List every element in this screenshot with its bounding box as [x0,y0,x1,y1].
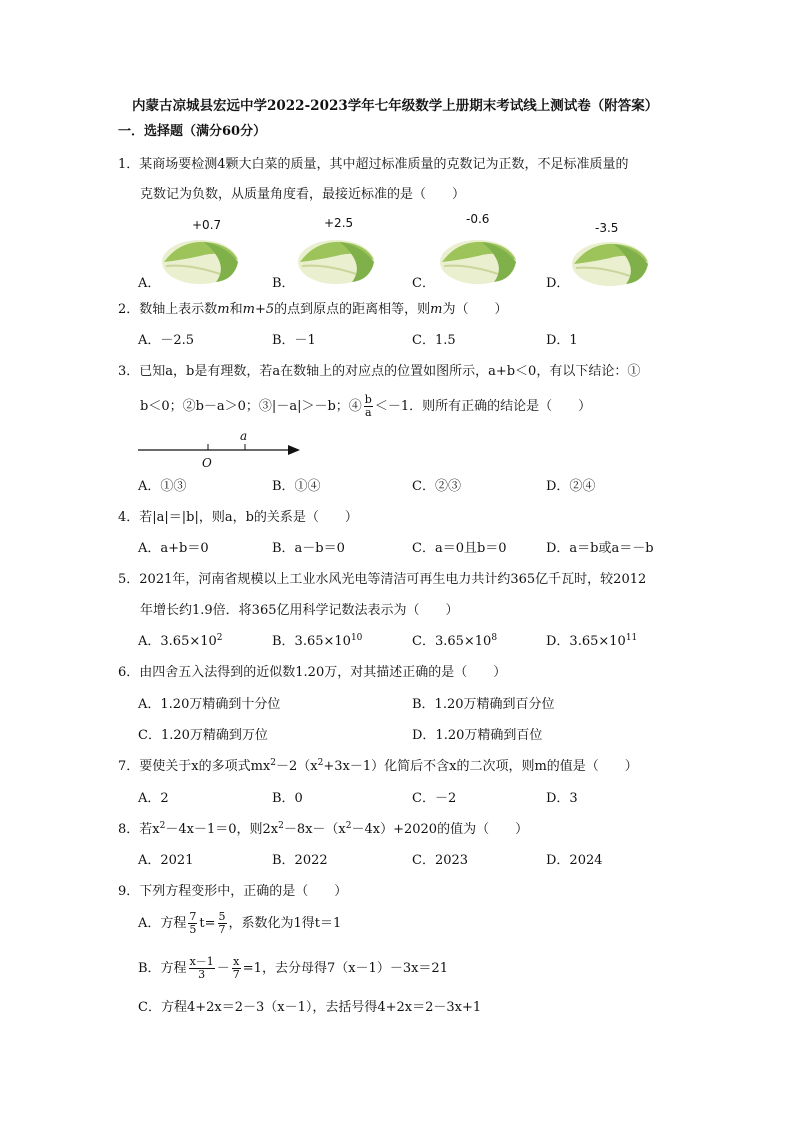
cabbage-image-a [160,234,240,286]
q3-option-a[interactable]: A．①③ [138,479,187,494]
q6-option-a[interactable]: A．1.20万精确到十分位 [138,697,281,712]
q7-stem: 7．要使关于x的多项式$mx^2-2(x^2+3x-1)$化简后不含x的二次项，则m的值是（ ） [118,758,638,774]
q7-option-c[interactable]: C．－2 [412,791,457,806]
number-line-diagram [136,428,306,470]
q2-option-d[interactable]: D．1 [546,333,578,348]
q8-option-b[interactable]: B．2022 [272,853,328,868]
q6-stem: 6．由四舍五入法得到的近似数1.20万，对其描述正确的是（ ） [118,665,507,680]
q1-label-b: +2.5 [324,216,354,230]
q7-option-d[interactable]: D．3 [546,791,578,806]
q5-option-d[interactable]: D．$3.65\times 10^{11}$ [546,633,638,649]
q2-option-a[interactable]: A．－2.5 [138,333,195,348]
q1-label-a: +0.7 [192,218,222,232]
q6-option-d[interactable]: D．1.20万精确到百位 [412,728,543,743]
q1-option-c[interactable]: C． [412,276,435,291]
q9-option-a[interactable]: A．方程 $\frac{7}{5}$ t= $\frac{5}{7}$ ，系数化为1得t＝1 [138,910,342,936]
q6-option-b[interactable]: B．1.20万精确到百分位 [412,697,555,712]
section-heading: 一．选择题（满分60分） [118,124,267,139]
q1-option-b[interactable]: B． [272,276,295,291]
q1-label-c: -0.6 [466,212,490,226]
q3-fraction: $\frac{b}{a}$ [364,393,372,419]
cabbage-image-b [296,234,376,286]
q8-option-a[interactable]: A．2021 [138,853,194,868]
q8-stem: 8．若$x^2-4x-1=0$，则$2x^2-8x-(x^2-4x)+2020$的值为（ ） [118,821,529,837]
page-title: 内蒙古凉城县宏远中学2022-2023学年七年级数学上册期末考试线上测试卷（附答案） [132,98,659,114]
q9-stem: 9．下列方程变形中，正确的是（ ） [118,884,348,899]
q4-option-a[interactable]: A．a+b＝0 [138,541,209,556]
q5-stem-line2: 年增长约1.9倍．将365亿用科学记数法表示为（ ） [140,603,459,618]
q5-option-a[interactable]: A．$3.65\times 10^2$ [138,633,223,649]
q4-option-b[interactable]: B．a－b＝0 [272,541,345,556]
q3-stem-line2: b＜0；②b－a＞0；③|－a|＞－b；④ $\frac{b}{a}$ ＜－1．则所有正确的结论是（ ） [140,393,592,419]
q7-option-b[interactable]: B．0 [272,791,303,806]
axis-label-origin: O [202,456,212,470]
q3-option-b[interactable]: B．①④ [272,479,321,494]
q7-option-a[interactable]: A．2 [138,791,169,806]
q4-option-d[interactable]: D．a＝b或a＝－b [546,541,654,556]
q1-option-d[interactable]: D． [546,276,570,291]
q4-stem: 4．若|a|＝|b|，则a，b的关系是（ ） [118,510,358,525]
q5-stem-line1: 5．2021年，河南省规模以上工业水风光电等清洁可再生电力共计约365亿千瓦时，较2012 [118,572,647,587]
q5-option-c[interactable]: C．$3.65\times 10^8$ [412,633,498,649]
q5-option-b[interactable]: B．$3.65\times 10^{10}$ [272,633,363,649]
q3-option-d[interactable]: D．②④ [546,479,596,494]
q3-option-c[interactable]: C．②③ [412,479,461,494]
q8-option-d[interactable]: D．2024 [546,853,603,868]
axis-label-a: a [240,429,248,443]
q1-stem-line2: 克数记为负数，从质量角度看，最接近标准的是（ ） [140,187,466,202]
cabbage-image-c [438,234,518,286]
q2-option-b[interactable]: B．－1 [272,333,316,348]
q4-option-c[interactable]: C．a＝0且b＝0 [412,541,507,556]
cabbage-image-d [570,236,650,288]
q8-option-c[interactable]: C．2023 [412,853,469,868]
q1-stem-line1: 1．某商场要检测4颗大白菜的质量，其中超过标准质量的克数记为正数，不足标准质量的 [118,157,629,172]
q9-option-b[interactable]: B．方程 $\frac{x-1}{3}$ － $\frac{x}{7}$ =1，去分母得7（x－1）－3x＝21 [138,955,448,981]
q2-stem: 2．数轴上表示数m和m+5的点到原点的距离相等，则m为（ ） [118,302,508,317]
q1-option-a[interactable]: A． [138,276,161,291]
q2-option-c[interactable]: C．1.5 [412,333,456,348]
q6-option-c[interactable]: C．1.20万精确到万位 [138,728,268,743]
q3-stem-line1: 3．已知a，b是有理数，若a在数轴上的对应点的位置如图所示，a+b＜0，有以下结论：① [118,364,641,379]
q9-option-c[interactable]: C．方程4+2x＝2－3（x－1），去括号得4+2x＝2－3x+1 [138,1000,482,1015]
q1-label-d: -3.5 [595,221,619,235]
